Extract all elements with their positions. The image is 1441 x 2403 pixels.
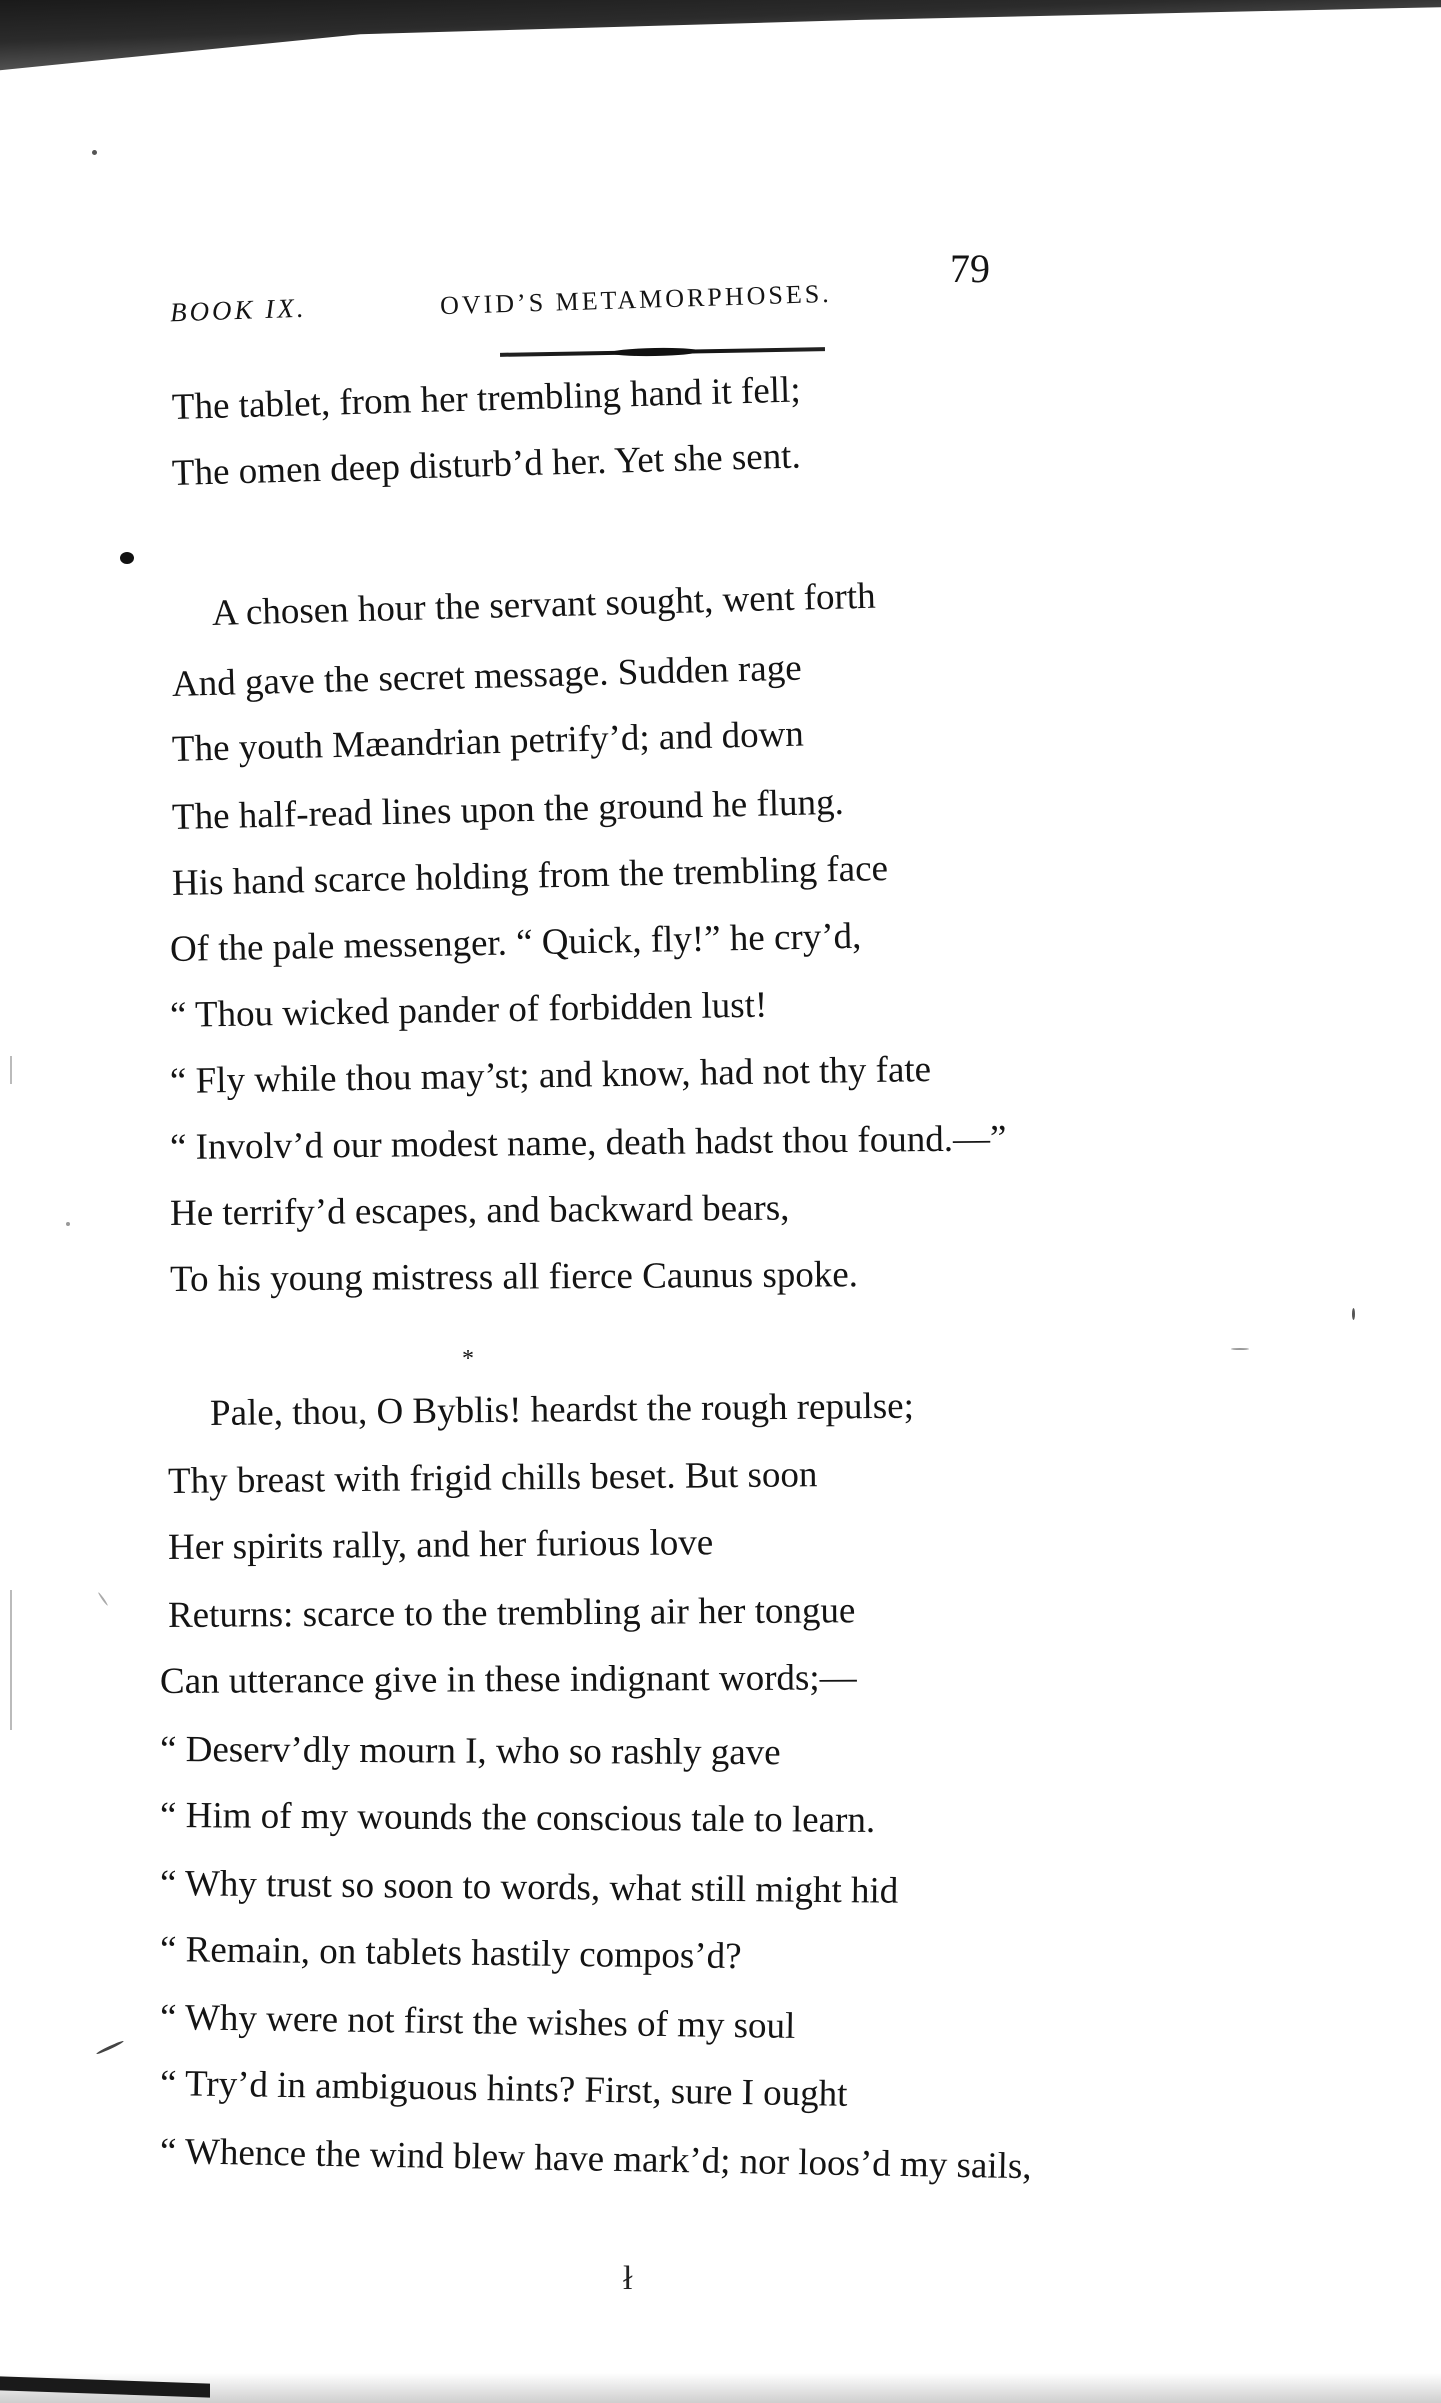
header-rule-ornament (610, 347, 700, 357)
margin-mark (10, 1590, 12, 1730)
scan-speck (92, 150, 97, 155)
verse-line: “ Whence the wind blew have mark’d; nor loos’d my sails, (159, 2131, 1032, 2188)
verse-line: The omen deep disturb’d her. Yet she sent. (171, 435, 802, 494)
running-title: OVID’S METAMORPHOSES. (439, 278, 833, 321)
verse-line: He terrify’d escapes, and backward bears, (169, 1187, 790, 1234)
verse-line: “ Involv’d our modest name, death hadst thou found.—” (169, 1118, 1007, 1168)
verse-line: The youth Mæandrian petrify’d; and down (171, 713, 805, 770)
footer-mark: ł (623, 2260, 633, 2297)
verse-line: “ Why trust so soon to words, what still might hid (159, 1863, 899, 1912)
verse-line: Can utterance give in these indignant words;— (159, 1657, 857, 1702)
scan-speck (98, 1592, 109, 1606)
verse-line: Returns: scarce to the trembling air her tongue (167, 1590, 856, 1636)
verse-line: The tablet, from her trembling hand it fell; (171, 369, 802, 428)
verse-line: “ Him of my wounds the conscious tale to learn. (159, 1795, 876, 1841)
verse-line: “ Fly while thou may’st; and know, had not thy fate (169, 1049, 932, 1102)
scan-bottom-edge (0, 2373, 1441, 2403)
verse-line: Thy breast with frigid chills beset. But soon (167, 1454, 818, 1502)
verse-line: To his young mistress all fierce Caunus spoke. (169, 1254, 859, 1300)
verse-line: “ Thou wicked pander of forbidden lust! (169, 984, 768, 1036)
verse-line: Her spirits rally, and her furious love (167, 1522, 714, 1568)
verse-line: “ Deserv’dly mourn I, who so rashly gave (159, 1729, 781, 1774)
verse-line: His hand scarce holding from the trembling face (171, 848, 889, 904)
verse-line: Of the pale messenger. “ Quick, fly!” he cry’d, (169, 915, 862, 970)
section-asterisk: * (462, 1346, 474, 1372)
margin-mark (10, 1056, 12, 1084)
running-head (169, 278, 1170, 345)
scan-speck (1352, 1308, 1355, 1320)
scan-speck (96, 2040, 124, 2055)
verse-line: “ Why were not first the wishes of my soul (159, 1997, 796, 2047)
verse-line: And gave the secret message. Sudden rage (171, 647, 803, 705)
verse-line: “ Try’d in ambiguous hints? First, sure I ought (159, 2063, 848, 2115)
book-label: BOOK IX. (169, 292, 307, 328)
page-number: 79 (950, 246, 990, 291)
scan-top-shadow (0, 0, 1441, 90)
verse-line: The half-read lines upon the ground he flung. (171, 781, 845, 838)
margin-dot (120, 552, 134, 564)
scan-speck (1231, 1348, 1249, 1350)
scan-speck (66, 1222, 70, 1226)
verse-line: “ Remain, on tablets hastily compos’d? (159, 1929, 742, 1978)
verse-line: Pale, thou, O Byblis! heardst the rough repulse; (209, 1385, 915, 1434)
verse-line: A chosen hour the servant sought, went forth (211, 575, 877, 634)
